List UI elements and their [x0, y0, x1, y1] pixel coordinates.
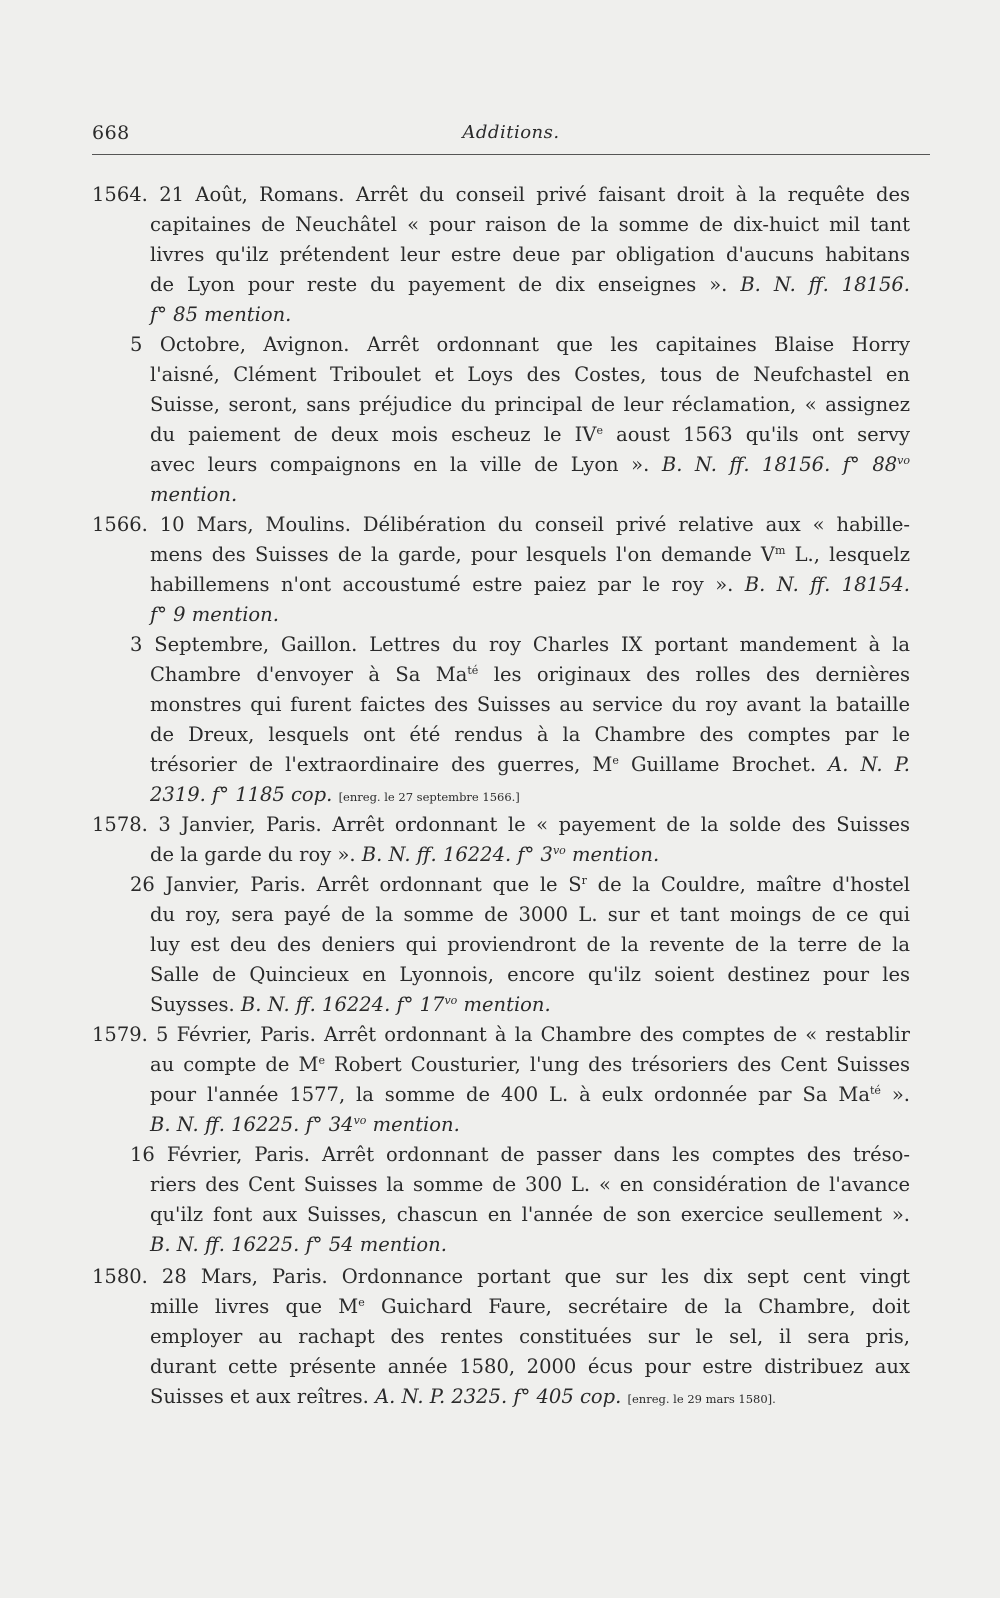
entry-line: 1578. 3 Janvier, Paris. Arrêt ordonnant le « payement de la solde des Suisses [92, 813, 911, 836]
entry-line: 3 Septembre, Gaillon. Lettres du roy Charles IX portant mandement à la [130, 633, 910, 656]
source-reference: A. N. P. 2325. f° 405 cop. [375, 1385, 622, 1408]
entry-day: 21 [159, 183, 185, 206]
page-number: 668 [92, 122, 130, 144]
entry-line: habillemens n'ont accoustumé estre paiez par le roy ». B. N. ff. 18154. [150, 573, 910, 596]
entry-line: employer au rachapt des rentes constituées sur le sel, il sera pris, [150, 1325, 910, 1348]
entry-line: monstres qui furent faictes des Suisses au service du roy avant la bataille [150, 693, 910, 716]
entry-year: 1564. [92, 183, 148, 206]
entry-day: 10 [159, 513, 185, 536]
entry-line: de Dreux, lesquels ont été rendus à la Chambre des comptes par le [150, 723, 910, 746]
entry-day: 3 [158, 813, 171, 836]
entry-line: 1580. 28 Mars, Paris. Ordonnance portant que sur les dix sept cent vingt [92, 1265, 911, 1288]
entry-line [150, 780, 520, 810]
entry-line: Chambre d'envoyer à Sa $Ma^{té}$ les originaux des rolles des dernières [150, 663, 910, 686]
entry-year: 1580. [92, 1265, 148, 1288]
entry-date-place: Janvier, Paris. [181, 813, 322, 836]
entry-line: au compte de Me Robert Cousturier, l'ung des trésoriers des Cent Suisses [150, 1053, 911, 1076]
entry-line: capitaines de Neuchâtel « pour raison de la somme de dix-huict mil tant [150, 213, 910, 236]
registration-note: [enreg. le 29 mars 1580]. [627, 1392, 776, 1406]
entry-day: 5 [130, 333, 143, 356]
entry-day: 16 [130, 1143, 155, 1166]
entry-line: f° 9 mention. [150, 603, 279, 626]
entry-date-place: Mars, Paris. [200, 1265, 328, 1288]
entry-year: 1566. [92, 513, 148, 536]
entry-date-place: Octobre, Avignon. [159, 333, 350, 356]
entry-date-place: Septembre, Gaillon. [154, 633, 358, 656]
entry-line: mention. [150, 483, 238, 506]
registration-note: [enreg. le 27 septembre 1566.] [338, 790, 520, 804]
entry-line: 26 Janvier, Paris. Arrêt ordonnant que le $S^r$ de la Couldre, maître d'hostel [130, 873, 910, 896]
entry-date-place: Février, Paris. [176, 1023, 316, 1046]
source-reference: B. N. ff. 16224. f° $17^{vo}$ mention. [240, 993, 551, 1016]
entry-line: de Lyon pour reste du payement de dix enseignes ». B. N. ff. 18156. [150, 273, 910, 296]
entry-line: livres qu'ilz prétendent leur estre deue par obligation d'aucuns habitans [150, 243, 910, 266]
entry-day: 28 [161, 1265, 187, 1288]
entry-line: du roy, sera payé de la somme de 3000 L. sur et tant moings de ce qui [150, 903, 910, 926]
entry-line: 1564. 21 Août, Romans. Arrêt du conseil privé faisant droit à la requête des [92, 183, 911, 206]
entry-day: 26 [130, 873, 155, 896]
entry-line: Salle de Quincieux en Lyonnois, encore qu'ilz soient destinez pour les [150, 963, 910, 986]
entry-date-place: Février, Paris. [166, 1143, 310, 1166]
entry-day: 5 [155, 1023, 169, 1046]
source-reference: B. N. ff. 16224. f° $3^{vo}$ mention. [361, 843, 660, 866]
entry-line: l'aisné, Clément Triboulet et Loys des Costes, tous de Neufchastel en [150, 363, 910, 386]
entry-line: qu'ilz font aux Suisses, chascun en l'année de son exercice seullement ». [150, 1203, 910, 1226]
entry-line: de la garde du roy ». B. N. ff. 16224. f° $3^{vo}$ mention. [150, 843, 660, 866]
entry-line: luy est deu des deniers qui proviendront de la revente de la terre de la [150, 933, 910, 956]
entry-line: 16 Février, Paris. Arrêt ordonnant de passer dans les comptes des tréso- [130, 1143, 910, 1166]
source-reference: B. N. ff. 16225. f° 54 mention. [150, 1233, 447, 1256]
entry-line: mille livres que Me Guichard Faure, secrétaire de la Chambre, doit [150, 1295, 911, 1318]
entry-line: pour l'année 1577, la somme de 400 L. à eulx ordonnée par Sa $Ma^{té}$ ». [150, 1083, 910, 1106]
source-reference: 2319. f° 1185 cop. [150, 783, 333, 806]
entry-line: 1579. 5 Février, Paris. Arrêt ordonnant à la Chambre des comptes de « restablir [92, 1023, 910, 1046]
source-reference: B. N. ff. 18156. f° $88^{vo}$ [661, 453, 911, 476]
source-reference: B. N. ff. 18154. [744, 573, 910, 596]
entry-line: Suisse, seront, sans préjudice du principal de leur réclamation, « assignez [150, 393, 910, 416]
entry-line: 5 Octobre, Avignon. Arrêt ordonnant que les capitaines Blaise Horry [130, 333, 911, 356]
entry-line: du paiement de deux mois escheuz le IVe aoust 1563 qu'ils ont servy [150, 423, 911, 446]
entry-line: avec leurs compaignons en la ville de Lyon ». B. N. ff. 18156. f° $88^{vo}$ [150, 453, 911, 476]
entry-line: Suysses. B. N. ff. 16224. f° $17^{vo}$ mention. [150, 993, 551, 1016]
entry-line: riers des Cent Suisses la somme de 300 L. « en considération de l'avance [150, 1173, 910, 1196]
entry-day: 3 [130, 633, 143, 656]
source-reference: B. N. ff. 16225. f° $34^{vo}$ mention. [150, 1113, 460, 1136]
entry-line: mens des Suisses de la garde, pour lesquels l'on demande $V^m$ L., lesquelz [150, 543, 911, 566]
entry-year: 1579. [92, 1023, 148, 1046]
page-header [92, 118, 930, 155]
entry-date-place: Mars, Moulins. [196, 513, 351, 536]
entry-line: Suisses et aux reîtres. A. N. P. 2325. f° 405 cop. [enreg. le 29 mars 1580]. [150, 1385, 776, 1408]
entry-line: 1566. 10 Mars, Moulins. Délibération du conseil privé relative aux « habille- [92, 513, 911, 536]
entry-year: 1578. [92, 813, 148, 836]
source-reference: B. N. ff. 18156. [740, 273, 910, 296]
entry-line: trésorier de l'extraordinaire des guerres, Me Guillame Brochet. A. N. P. [150, 753, 911, 776]
entry-date-place: Janvier, Paris. [165, 873, 306, 896]
entry-line [150, 1110, 460, 1140]
running-title: Additions. [462, 122, 560, 143]
entry-line: durant cette présente année 1580, 2000 écus pour estre distribuez aux [150, 1355, 910, 1378]
entry-date-place: Août, Romans. [195, 183, 345, 206]
entry-line: f° 85 mention. [150, 303, 292, 326]
source-reference: A. N. P. [828, 753, 911, 776]
